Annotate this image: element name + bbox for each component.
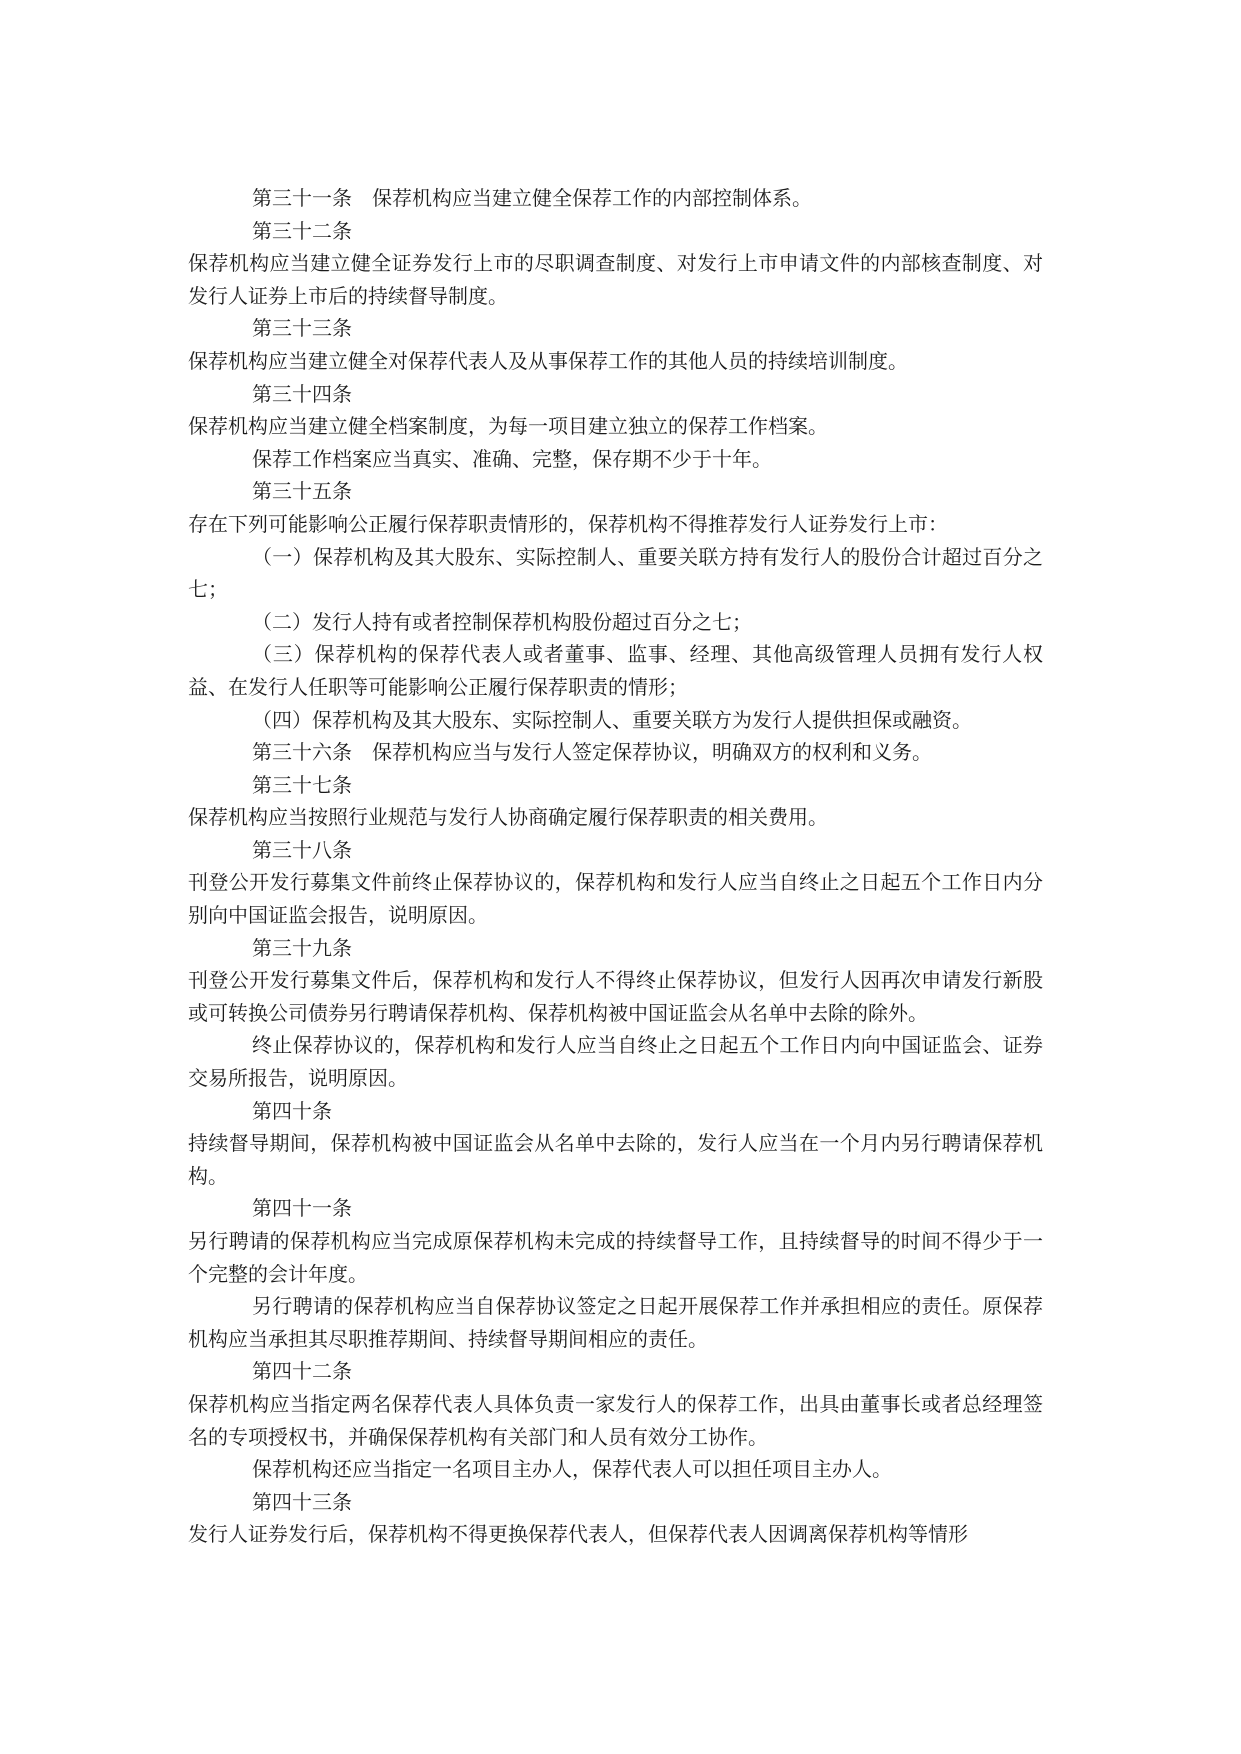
paragraph: 保荐机构应当建立健全档案制度，为每一项目建立独立的保荐工作档案。	[188, 414, 828, 439]
article-heading: 第三十九条	[252, 935, 352, 960]
paragraph: 发行人证券发行后，保荐机构不得更换保荐代表人，但保荐代表人因调离保荐机构等情形	[188, 1522, 968, 1547]
paragraph: 另行聘请的保荐机构应当自保荐协议签定之日起开展保荐工作并承担相应的责任。原保荐机构应当承担其尽职推荐期间、持续督导期间相应的责任。	[188, 1294, 1043, 1351]
article-heading: 第四十条	[252, 1098, 332, 1123]
paragraph: 存在下列可能影响公正履行保荐职责情形的，保荐机构不得推荐发行人证券发行上市：	[188, 511, 948, 536]
paragraph: 保荐机构还应当指定一名项目主办人，保荐代表人可以担任项目主办人。	[252, 1457, 892, 1482]
article-heading: 第四十一条	[252, 1196, 352, 1221]
paragraph: 持续督导期间，保荐机构被中国证监会从名单中去除的，发行人应当在一个月内另行聘请保荐机构。	[188, 1131, 1043, 1188]
article-heading: 第三十七条	[252, 772, 352, 797]
paragraph: 另行聘请的保荐机构应当完成原保荐机构未完成的持续督导工作，且持续督导的时间不得少于一个完整的会计年度。	[188, 1229, 1043, 1286]
paragraph: 保荐机构应当按照行业规范与发行人协商确定履行保荐职责的相关费用。	[188, 805, 828, 830]
paragraph: 刊登公开发行募集文件后，保荐机构和发行人不得终止保荐协议，但发行人因再次申请发行新股或可转换公司债券另行聘请保荐机构、保荐机构被中国证监会从名单中去除的除外。	[188, 968, 1043, 1025]
article-heading: 第三十四条	[252, 381, 352, 406]
paragraph: 保荐工作档案应当真实、准确、完整，保存期不少于十年。	[252, 446, 772, 471]
paragraph: （一）保荐机构及其大股东、实际控制人、重要关联方持有发行人的股份合计超过百分之七；	[188, 544, 1043, 602]
paragraph: 终止保荐协议的，保荐机构和发行人应当自终止之日起五个工作日内向中国证监会、证券交易所报告，说明原因。	[188, 1033, 1043, 1091]
paragraph: （二）发行人持有或者控制保荐机构股份超过百分之七；	[252, 609, 752, 634]
article-heading: 第四十三条	[252, 1489, 352, 1514]
paragraph: 刊登公开发行募集文件前终止保荐协议的，保荐机构和发行人应当自终止之日起五个工作日内分别向中国证监会报告，说明原因。	[188, 870, 1043, 928]
paragraph: 第三十六条 保荐机构应当与发行人签定保荐协议，明确双方的权利和义务。	[252, 740, 932, 765]
paragraph: （三）保荐机构的保荐代表人或者董事、监事、经理、其他高级管理人员拥有发行人权益、在发行人任职等可能影响公正履行保荐职责的情形；	[188, 642, 1043, 699]
article-heading: 第三十三条	[252, 316, 352, 341]
article-heading: 第三十二条	[252, 218, 352, 243]
document-body	[188, 182, 1043, 1551]
paragraph: 保荐机构应当建立健全证券发行上市的尽职调查制度、对发行上市申请文件的内部核查制度、对发行人证券上市后的持续督导制度。	[188, 251, 1043, 308]
article-heading: 第三十八条	[252, 837, 352, 862]
paragraph: 保荐机构应当建立健全对保荐代表人及从事保荐工作的其他人员的持续培训制度。	[188, 348, 908, 373]
article-heading: 第四十二条	[252, 1359, 352, 1384]
paragraph: （四）保荐机构及其大股东、实际控制人、重要关联方为发行人提供担保或融资。	[252, 707, 972, 732]
paragraph: 第三十一条 保荐机构应当建立健全保荐工作的内部控制体系。	[252, 186, 812, 210]
paragraph: 保荐机构应当指定两名保荐代表人具体负责一家发行人的保荐工作，出具由董事长或者总经理签名的专项授权书，并确保保荐机构有关部门和人员有效分工协作。	[188, 1391, 1043, 1449]
article-heading: 第三十五条	[252, 479, 352, 504]
